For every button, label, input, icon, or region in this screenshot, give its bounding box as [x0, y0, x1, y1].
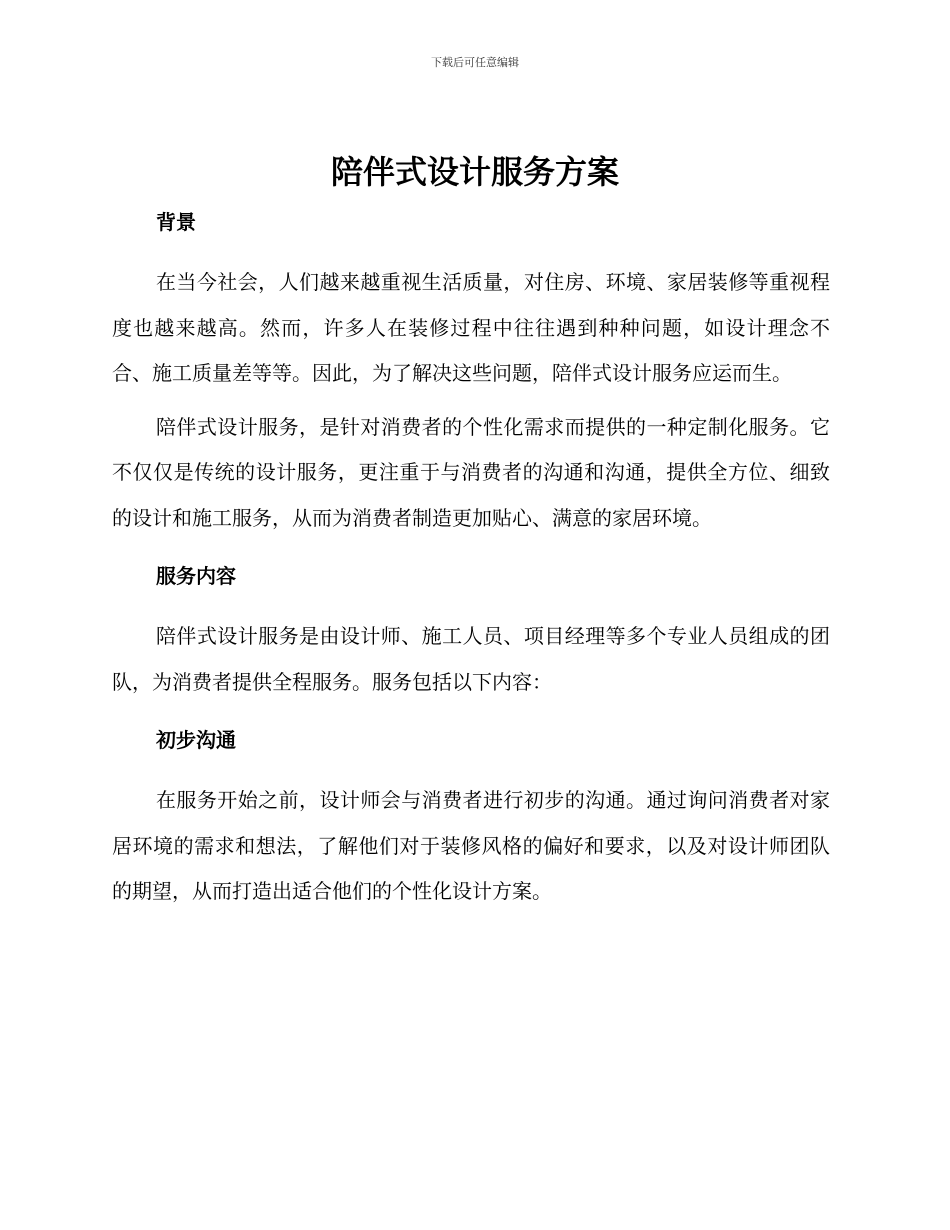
paragraph-background-2: 陪伴式设计服务，是针对消费者的个性化需求而提供的一种定制化服务。它不仅仅是传统的设计服务，更注重于与消费者的沟通和沟通，提供全方位、细致的设计和施工服务，从而为消费者制造更加贴心、满意的家居环境。	[112, 414, 830, 530]
document-title: 陪伴式设计服务方案	[330, 153, 619, 191]
section-heading-initial-communication: 初步沟通	[156, 728, 236, 752]
paragraph-background-1: 在当今社会，人们越来越重视生活质量，对住房、环境、家居装修等重视程度也越来越高。然而，许多人在装修过程中往往遇到种种问题，如设计理念不合、施工质量差等等。因此，为了解决这些问题，陪伴式设计服务应运而生。	[112, 270, 830, 385]
paragraph-initial-communication-1: 在服务开始之前，设计师会与消费者进行初步的沟通。通过询问消费者对家居环境的需求和想法，了解他们对于装修风格的偏好和要求，以及对设计师团队的期望，从而打造出适合他们的个性化设计方案。	[112, 788, 830, 903]
page-header-note: 下载后可任意编辑	[431, 56, 519, 69]
paragraph-service-content-1: 陪伴式设计服务是由设计师、施工人员、项目经理等多个专业人员组成的团队，为消费者提供全程服务。服务包括以下内容：	[112, 624, 830, 694]
section-heading-service-content: 服务内容	[156, 564, 236, 588]
section-heading-background: 背景	[156, 210, 196, 234]
document-body	[112, 204, 830, 915]
